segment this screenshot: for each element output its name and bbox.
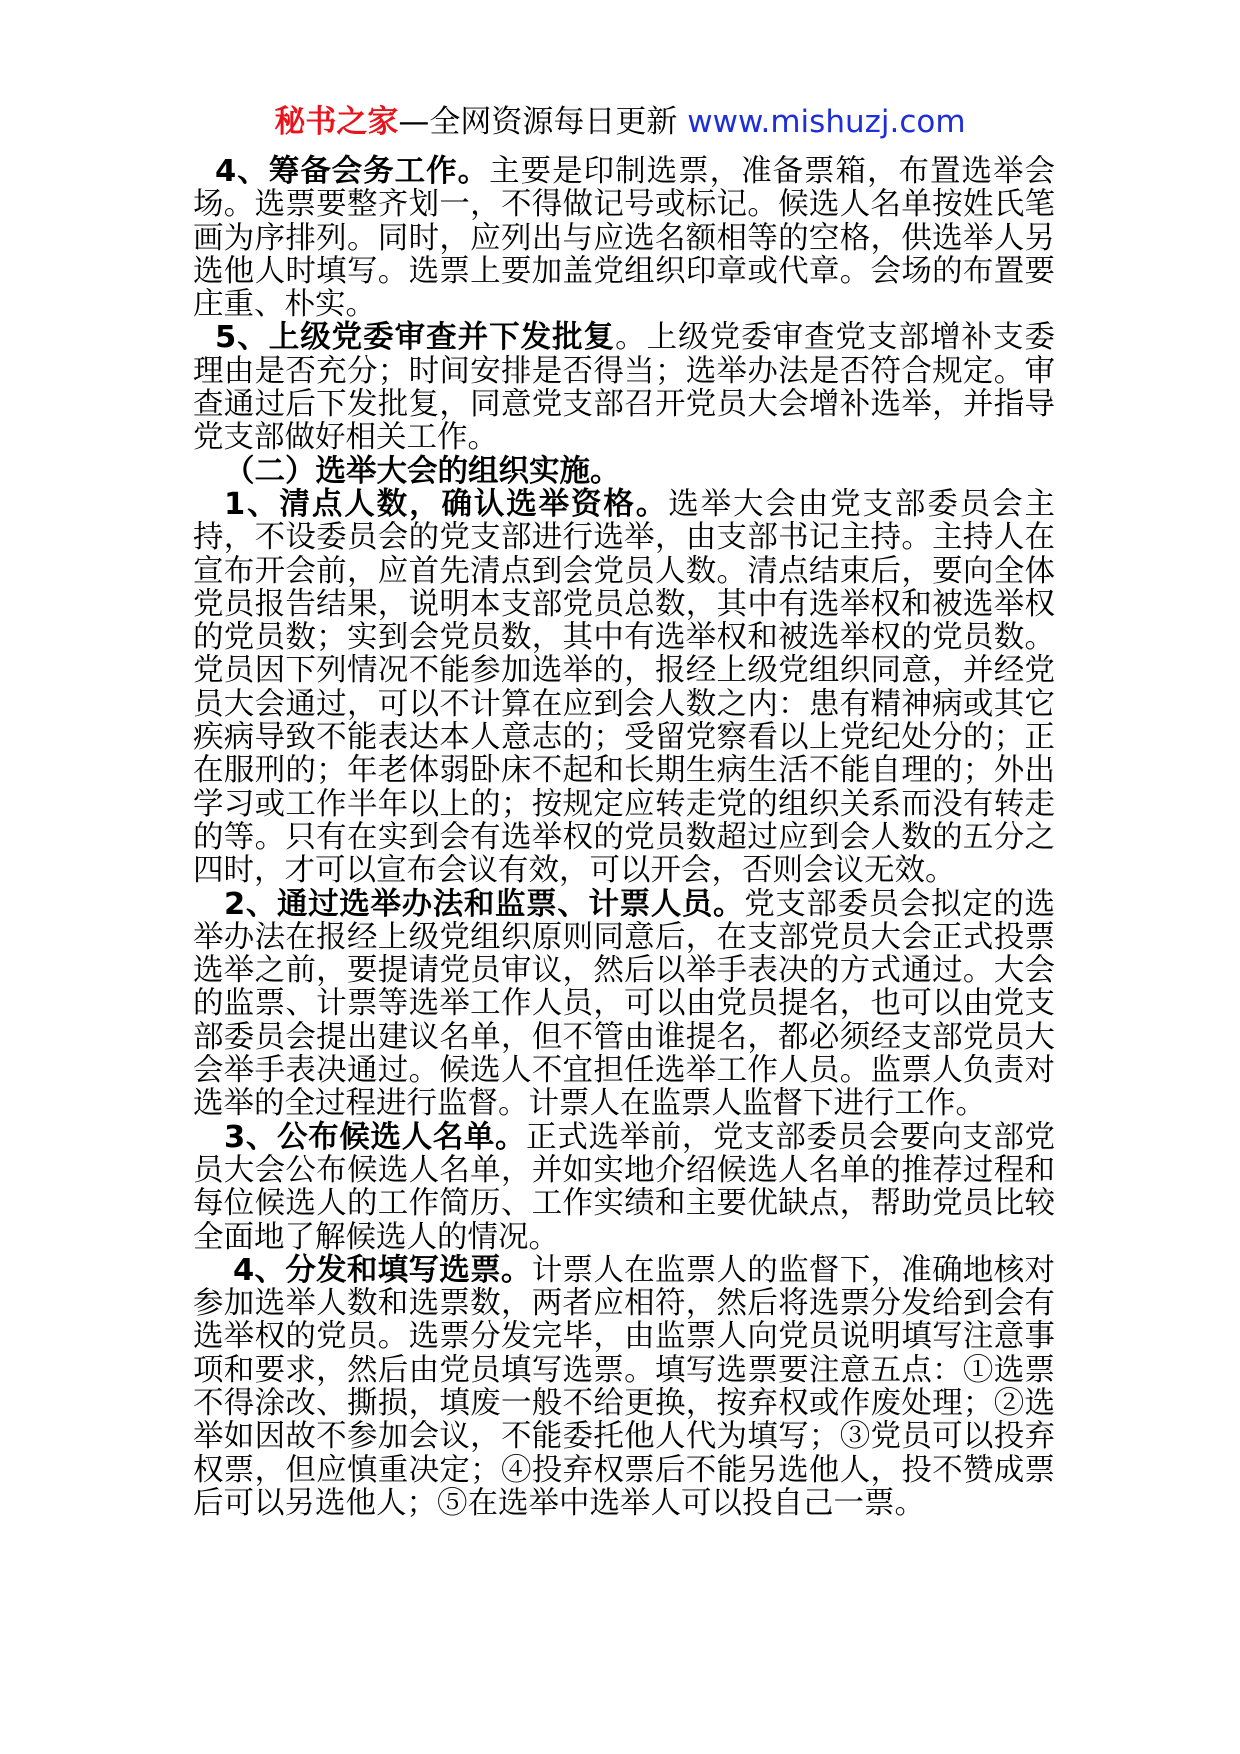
step-text: 党支部委员会拟定的选举办法在报经上级党组织原则同意后，在支部党员大会正式投票选举之前，要提请党员审议，然后以举手表决的方式通过。大会的监票、计票等选举工作人员，可以由党员提名，也可以由党支部委员会提出建议名单，但不管由谁提名，都必须经支部党员大会举手表决通过。候选人不宜担任选举工作人员。监票人负责对选举的全过程进行监督。计票人在监票人监督下进行工作。 bbox=[193, 886, 1055, 1122]
step-heading: 4、分发和填写选票。 bbox=[233, 1252, 532, 1288]
paragraph-prepare-meeting bbox=[193, 155, 1055, 321]
step-heading: 1、清点人数，确认选举资格。 bbox=[224, 486, 669, 522]
step-text: 正式选举前，党支部委员会要向支部党员大会公布候选人名单，并如实地介绍候选人名单的推荐过程和每位候选人的工作简历、工作实绩和主要优缺点，帮助党员比较全面地了解候选人的情况。 bbox=[193, 1119, 1055, 1255]
step-text: 计票人在监票人的监督下，准确地核对参加选举人数和选票数，两者应相符，然后将选票分发给到会有选举权的党员。选票分发完毕，由监票人向党员说明填写注意事项和要求，然后由党员填写选票。填写选票要注意五点：①选票不得涂改、撕损，填废一般不给更换，按弃权或作废处理；②选举如因故不参加会议，不能委托他人代为填写；③党员可以投弃权票，但应慎重决定；④投弃权票后不能另选他人，投不赞成票后可以另选他人；⑤在选举中选举人可以投自己一票。 bbox=[193, 1252, 1055, 1521]
document-body bbox=[193, 155, 1055, 1520]
site-header bbox=[0, 102, 1240, 142]
site-url-link[interactable]: www.mishuzj.com bbox=[687, 104, 966, 140]
paragraph-superior-review bbox=[193, 321, 1055, 454]
paragraph-heading: 4、筹备会务工作。 bbox=[215, 154, 490, 189]
paragraph-text: 主要是印制选票，准备票箱，布置选举会场。选票要整齐划一，不得做记号或标记。候选人名单按姓氏笔画为序排列。同时，应列出与应选名额相等的空格，供选举人另选他人时填写。选票上要加盖党组织印章或代章。会场的布置要庄重、朴实。 bbox=[193, 154, 1055, 323]
header-tagline: —全网资源每日更新 bbox=[398, 104, 688, 140]
paragraph-heading: 5、上级党委审查并下发批复 bbox=[215, 320, 616, 356]
step-heading: 3、公布候选人名单。 bbox=[224, 1119, 527, 1155]
step-heading: 2、通过选举办法和监票、计票人员。 bbox=[224, 886, 745, 922]
step-publish-candidates bbox=[193, 1121, 1055, 1254]
step-distribute-ballots bbox=[193, 1254, 1055, 1520]
paragraph-text: 。上级党委审查党支部增补支委理由是否充分；时间安排是否得当；选举办法是否符合规定。审查通过后下发批复，同意党支部召开党员大会增补选举，并指导党支部做好相关工作。 bbox=[193, 320, 1055, 456]
section-title: （二）选举大会的组织实施。 bbox=[224, 453, 621, 489]
step-approve-method bbox=[193, 888, 1055, 1121]
step-count-attendance bbox=[193, 488, 1055, 888]
step-text: 选举大会由党支部委员会主持，不设委员会的党支部进行选举，由支部书记主持。主持人在宣布开会前，应首先清点到会党员人数。清点结束后，要向全体党员报告结果，说明本支部党员总数，其中有选举权和被选举权的党员数；实到会党员数，其中有选举权和被选举权的党员数。党员因下列情况不能参加选举的，报经上级党组织同意，并经党员大会通过，可以不计算在应到会人数之内：患有精神病或其它疾病导致不能表达本人意志的；受留党察看以上党纪处分的；正在服刑的；年老体弱卧床不起和长期生病生活不能自理的；外出学习或工作半年以上的；按规定应转走党的组织关系而没有转走的等。只有在实到会有选举权的党员数超过应到会人数的五分之四时，才可以宣布会议有效，可以开会，否则会议无效。 bbox=[193, 486, 1055, 889]
brand-name: 秘书之家 bbox=[274, 104, 399, 140]
